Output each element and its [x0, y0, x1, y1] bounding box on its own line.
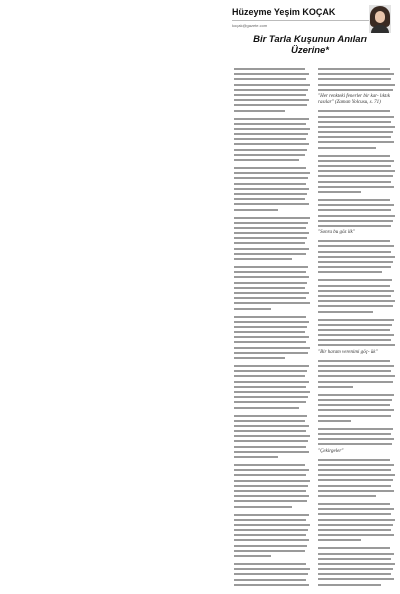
text-line [318, 186, 394, 188]
text-line [234, 266, 308, 268]
text-line [318, 490, 394, 492]
text-line [318, 553, 394, 555]
text-line [234, 232, 309, 234]
text-line [318, 290, 394, 292]
text-line [318, 485, 391, 487]
text-line [234, 568, 310, 570]
text-line [318, 78, 391, 80]
text-line [318, 256, 395, 258]
text-line [234, 159, 299, 161]
text-line [234, 138, 306, 140]
text-line [234, 282, 307, 284]
text-line [318, 251, 391, 253]
text-line [318, 225, 391, 227]
text-line [318, 428, 393, 430]
text-line [318, 170, 395, 172]
text-line [234, 149, 307, 151]
text-line [234, 579, 306, 581]
text-line [234, 104, 307, 106]
text-line [318, 266, 391, 268]
text-line [318, 160, 394, 162]
text-line [234, 84, 310, 86]
pull-quote-4: "Çekirgeler" [318, 448, 344, 454]
text-line [318, 578, 394, 580]
text-line [234, 365, 309, 367]
text-line [234, 534, 306, 536]
text-line [234, 133, 308, 135]
text-line [318, 68, 390, 70]
text-line [318, 131, 393, 133]
text-line [234, 545, 307, 547]
text-line [234, 584, 309, 586]
text-line [318, 126, 395, 128]
text-line [318, 394, 394, 396]
text-line [318, 215, 395, 217]
text-line [234, 485, 308, 487]
author-caption: koçak@gazete.com [232, 23, 268, 28]
text-line [318, 381, 393, 383]
text-line [318, 563, 395, 565]
author-name: Hüzeyme Yeşim KOÇAK [232, 7, 336, 17]
text-line [234, 500, 307, 502]
text-line [234, 430, 306, 432]
text-line [234, 370, 307, 372]
text-line [318, 519, 395, 521]
text-line [234, 177, 308, 179]
text-line [318, 165, 391, 167]
text-line [234, 506, 292, 508]
text-line [234, 573, 308, 575]
text-line [234, 357, 285, 359]
text-line [234, 222, 308, 224]
text-line [234, 198, 305, 200]
article-column-left [234, 68, 311, 588]
text-line [234, 469, 309, 471]
text-line [318, 199, 390, 201]
text-line [318, 245, 394, 247]
text-line [234, 480, 310, 482]
text-line [318, 573, 391, 575]
text-line [318, 329, 390, 331]
text-line [234, 248, 309, 250]
text-line [234, 407, 299, 409]
text-line [318, 375, 395, 377]
text-line [318, 89, 393, 91]
text-line [318, 370, 391, 372]
text-line [318, 339, 391, 341]
text-line [318, 175, 393, 177]
text-line [318, 479, 393, 481]
text-line [318, 319, 394, 321]
text-line [318, 209, 391, 211]
text-line [234, 563, 306, 565]
text-line [234, 464, 305, 466]
text-line [318, 433, 391, 435]
text-line [234, 529, 308, 531]
text-line [234, 396, 308, 398]
text-line [318, 73, 394, 75]
text-line [234, 391, 310, 393]
text-line [234, 435, 310, 437]
text-line [234, 514, 309, 516]
text-line [318, 344, 395, 346]
text-line [318, 404, 390, 406]
text-line [318, 204, 394, 206]
text-line [318, 295, 391, 297]
text-line [234, 308, 271, 310]
text-line [234, 227, 306, 229]
text-line [318, 524, 393, 526]
text-line [234, 167, 306, 169]
text-line [318, 420, 351, 422]
text-line [234, 217, 310, 219]
text-line [234, 99, 309, 101]
text-line [318, 539, 361, 541]
text-line [234, 302, 310, 304]
text-line [234, 451, 309, 453]
text-line [234, 375, 305, 377]
text-line [318, 415, 391, 417]
text-line [318, 469, 391, 471]
text-line [318, 360, 390, 362]
author-block [232, 7, 352, 28]
text-line [234, 258, 292, 260]
text-line [318, 191, 361, 193]
text-line [318, 141, 394, 143]
text-line [318, 240, 390, 242]
text-line [234, 154, 305, 156]
text-line [318, 110, 390, 112]
text-line [318, 285, 390, 287]
text-line [318, 464, 394, 466]
text-line [234, 188, 309, 190]
text-line [318, 399, 392, 401]
text-line [318, 547, 390, 549]
text-line [318, 279, 392, 281]
text-line [234, 440, 308, 442]
column-right-block-3 [318, 240, 396, 346]
text-line [234, 401, 306, 403]
author-photo [369, 5, 391, 33]
text-line [234, 73, 309, 75]
text-line [234, 550, 305, 552]
text-line [234, 183, 306, 185]
column-right-block-4 [318, 360, 396, 445]
text-line [318, 181, 391, 183]
text-line [318, 513, 391, 515]
text-line [318, 324, 392, 326]
text-line [234, 209, 278, 211]
article-headline: Bir Tarla Kuşunun Anıları Üzerine* [253, 34, 367, 56]
text-line [318, 438, 394, 440]
text-line [234, 386, 306, 388]
text-line [234, 193, 307, 195]
text-line [234, 68, 305, 70]
text-line [318, 365, 394, 367]
text-line [318, 300, 395, 302]
text-line [234, 128, 310, 130]
pull-quote-1: "Her renkteki fenerler bir kar- lıktık rasılar" (Zaman Yolcusu, s. 71) [318, 93, 390, 106]
text-line [234, 519, 306, 521]
text-line [234, 415, 307, 417]
text-line [318, 443, 392, 445]
text-line [318, 584, 381, 586]
text-line [318, 459, 390, 461]
text-line [234, 352, 308, 354]
pull-quote-3: "Bir haram verenimi göç- ük" [318, 349, 378, 355]
text-line [234, 110, 285, 112]
text-line [234, 242, 305, 244]
text-line [318, 508, 394, 510]
text-line [234, 341, 306, 343]
text-line [318, 121, 391, 123]
column-right-block-5 [318, 459, 396, 586]
text-line [318, 84, 395, 86]
text-line [318, 220, 393, 222]
text-line [234, 172, 310, 174]
text-line [234, 446, 306, 448]
text-line [234, 331, 305, 333]
text-line [234, 94, 306, 96]
text-line [318, 558, 391, 560]
text-line [234, 316, 306, 318]
text-line [234, 89, 308, 91]
author-photo-face [375, 11, 385, 23]
text-line [318, 534, 394, 536]
text-line [318, 311, 373, 313]
article-column-right [318, 68, 396, 588]
text-line [234, 347, 310, 349]
author-divider [232, 20, 372, 21]
text-line [318, 386, 353, 388]
text-line [234, 287, 305, 289]
text-line [234, 326, 307, 328]
text-line [318, 503, 390, 505]
text-line [318, 261, 393, 263]
text-line [318, 305, 393, 307]
text-line [318, 568, 393, 570]
text-line [234, 555, 271, 557]
text-line [234, 425, 309, 427]
text-line [234, 237, 307, 239]
text-line [234, 292, 309, 294]
text-line [318, 155, 390, 157]
text-line [234, 321, 309, 323]
text-line [234, 495, 309, 497]
text-line [318, 474, 395, 476]
text-line [318, 495, 376, 497]
text-line [318, 136, 391, 138]
text-line [234, 381, 309, 383]
text-line [234, 118, 309, 120]
text-line [234, 539, 309, 541]
text-line [234, 203, 309, 205]
text-line [234, 276, 309, 278]
pull-quote-2: "Sonra bu göz ilk" [318, 230, 355, 236]
text-line [234, 253, 306, 255]
text-line [234, 78, 306, 80]
text-line [318, 147, 376, 149]
text-line [318, 529, 391, 531]
text-line [318, 334, 394, 336]
text-line [234, 143, 309, 145]
column-right-block-1 [318, 68, 396, 91]
text-line [234, 336, 309, 338]
text-line [234, 474, 306, 476]
text-line [318, 116, 394, 118]
text-line [234, 271, 306, 273]
text-line [234, 490, 306, 492]
text-line [234, 297, 306, 299]
author-photo-body [371, 25, 389, 33]
text-line [318, 271, 382, 273]
text-line [318, 409, 394, 411]
text-line [234, 420, 305, 422]
column-right-block-2 [318, 110, 396, 227]
text-line [234, 456, 278, 458]
text-line [234, 524, 310, 526]
text-line [234, 123, 306, 125]
